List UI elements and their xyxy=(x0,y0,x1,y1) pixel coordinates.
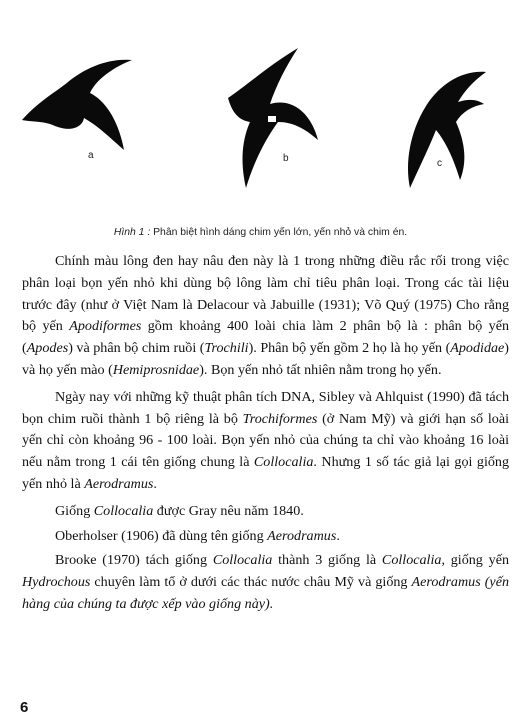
text-run: Brooke (1970) tách giống xyxy=(55,552,213,569)
figure-caption-text: Phân biệt hình dáng chim yến lớn, yến nhỏ và chim én. xyxy=(150,227,408,238)
italic-term: Trochili xyxy=(204,340,249,357)
italic-term: Trochiformes xyxy=(242,410,318,427)
italic-term: Aerodramus (yến hàng của chúng ta được xếp vào giống này). xyxy=(22,574,509,612)
paragraph xyxy=(22,550,509,615)
white-rump-patch xyxy=(268,116,276,122)
bird-silhouette-figure xyxy=(0,0,521,230)
text-run: . Nhưng 1 số tác giả lại gọi giống yến nhỏ là xyxy=(22,454,509,492)
paragraph xyxy=(22,387,509,496)
text-run: ). Phân bộ yến gồm 2 họ là họ yến ( xyxy=(248,340,451,357)
italic-term: Hemiprosnidae xyxy=(112,361,200,378)
text-run: . xyxy=(153,475,157,492)
paragraph xyxy=(22,501,509,523)
text-run: được Gray nêu năm 1840. xyxy=(153,502,304,519)
italic-term: Collocalia xyxy=(253,454,314,471)
text-run: ). Bọn yến nhỏ tất nhiên nằm trong họ yến. xyxy=(199,361,442,378)
bird-silhouettes xyxy=(0,0,521,230)
figure-label-a: a xyxy=(88,150,94,161)
page-number: 6 xyxy=(20,699,29,716)
italic-term: Hydrochous xyxy=(22,574,91,591)
swallow-silhouette-c xyxy=(408,72,486,188)
italic-term: Apodiformes xyxy=(69,318,142,335)
figure-caption xyxy=(0,227,521,238)
italic-term: Apodes xyxy=(26,340,69,357)
text-run: , giống yến xyxy=(441,552,509,569)
paragraph xyxy=(22,526,509,548)
body-text xyxy=(22,251,509,621)
italic-term: Collocalia xyxy=(212,552,273,569)
italic-term: Collocalia xyxy=(93,502,154,519)
italic-term: Aerodramus xyxy=(267,527,337,544)
text-run: ) và phân bộ chim ruồi ( xyxy=(68,340,205,357)
text-run: ) và họ yến mào ( xyxy=(22,340,509,378)
italic-term: Apodidae xyxy=(450,340,505,357)
text-run: Giống xyxy=(55,502,94,519)
swift-silhouette-a xyxy=(22,60,132,150)
italic-term: Collocalia xyxy=(381,552,442,569)
italic-term: Aerodramus xyxy=(84,475,154,492)
text-run: chuyên làm tổ ở dưới các thác nước châu Mỹ và giống xyxy=(90,574,412,591)
text-run: gồm khoảng 400 loài chia làm 2 phân bộ là : phân bộ yến ( xyxy=(22,318,509,357)
figure-label-b: b xyxy=(283,153,289,164)
paragraph xyxy=(22,251,509,382)
text-run: Oberholser (1906) đã dùng tên giống xyxy=(55,527,268,544)
figure-caption-lead: Hình 1 : xyxy=(113,227,151,238)
text-run: Ngày nay với những kỹ thuật phân tích DNA, Sibley và Ahlquist (1990) đã tách bọn chim ruồi thành 1 bộ riêng là bộ xyxy=(22,388,509,427)
text-run: Chính màu lông đen hay nâu đen này là 1 trong những điều rắc rối trong việc phân loại bọn yến nhỏ khi dùng bộ lông làm chỉ tiêu phân loại. Trong các tài liệu trước đây (như ở Việt Nam là Delacour và Jabuille (1931); Võ Quý (1975) Cho rằng bộ yến xyxy=(22,253,509,335)
text-run: . xyxy=(336,527,340,544)
text-run: (ở Nam Mỹ) và giới hạn số loài yến chỉ còn khoảng 96 - 100 loài. Bọn yến nhỏ của chúng ta chỉ vào khoảng 16 loài nếu nằm trong 1 cái tên giống chung là xyxy=(22,410,509,471)
text-run: thành 3 giống là xyxy=(272,552,382,569)
figure-label-c: c xyxy=(437,158,442,169)
